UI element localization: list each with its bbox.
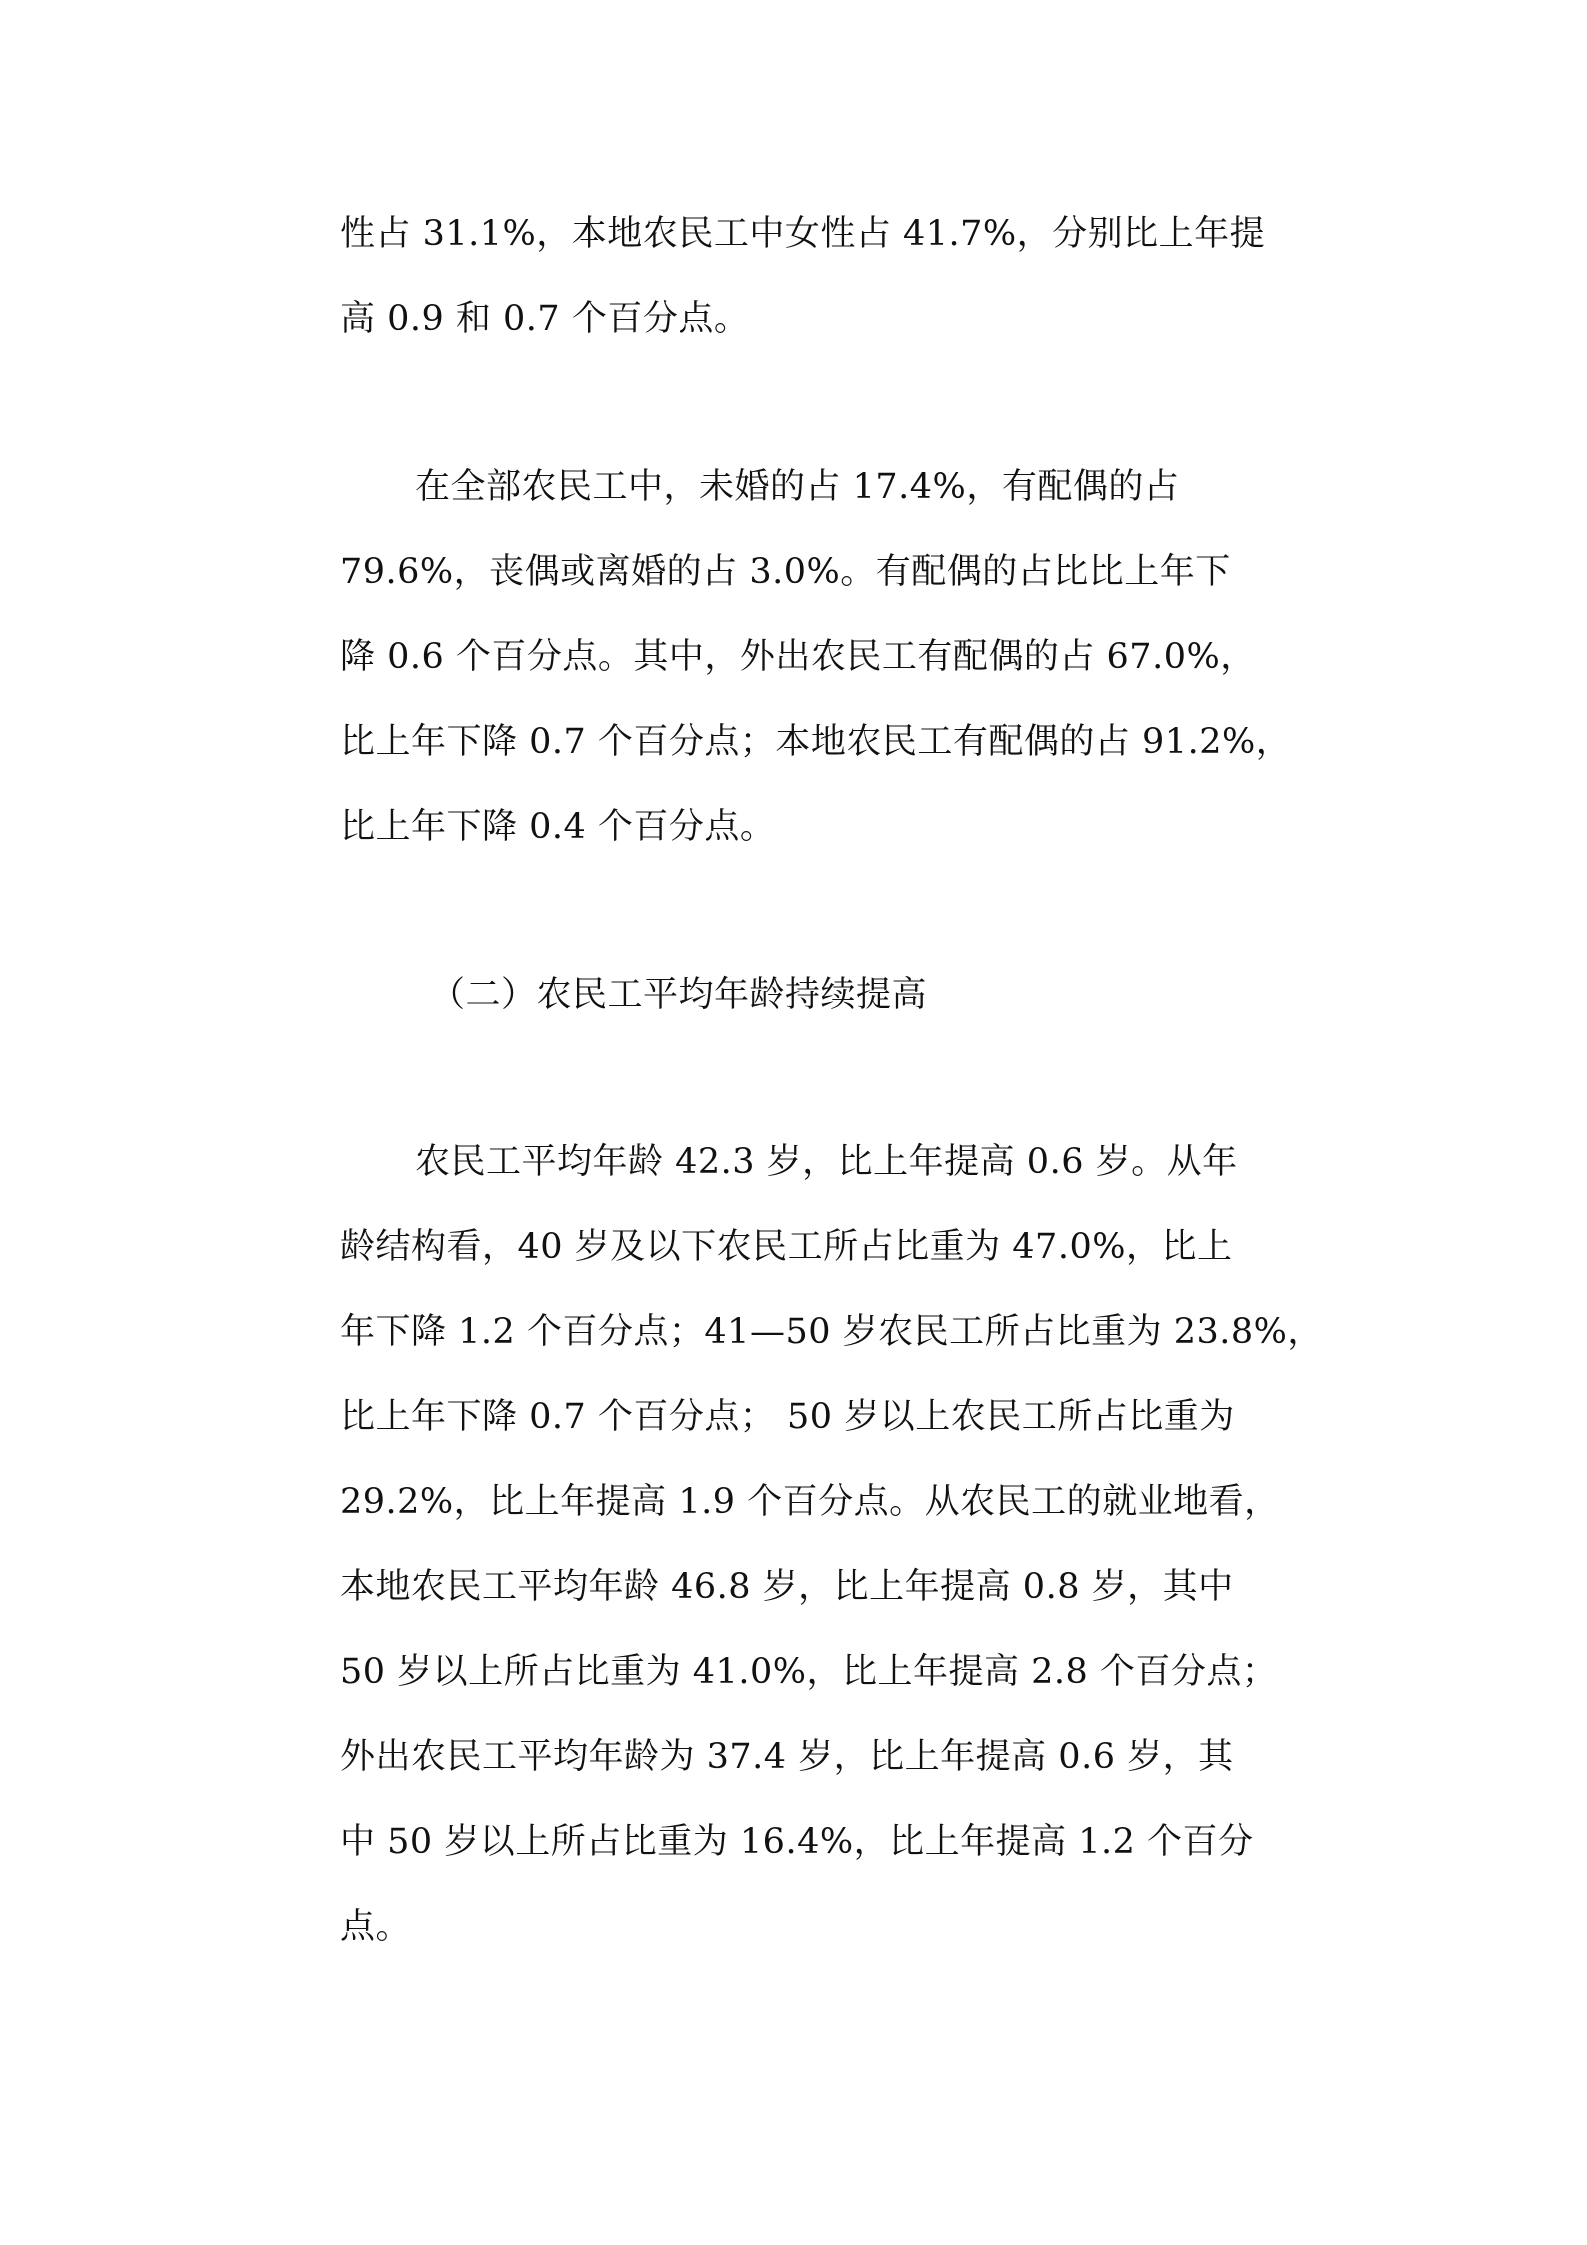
paragraph-3-line-7: 50 岁以上所占比重为 41.0%，比上年提高 2.8 个百分点； [340, 1652, 1278, 1692]
paragraph-3-line-3: 年下降 1.2 个百分点；41—50 岁农民工所占比重为 23.8%， [340, 1312, 1323, 1352]
paragraph-1-line-2: 高 0.9 和 0.7 个百分点。 [340, 299, 750, 339]
paragraph-3-line-2: 龄结构看，40 岁及以下农民工所占比重为 47.0%，比上 [340, 1227, 1233, 1267]
paragraph-2-line-1: 在全部农民工中，未婚的占 17.4%，有配偶的占 [415, 467, 1180, 507]
paragraph-2-line-4: 比上年下降 0.7 个百分点；本地农民工有配偶的占 91.2%， [340, 722, 1292, 762]
paragraph-2-line-3: 降 0.6 个百分点。其中，外出农民工有配偶的占 67.0%， [340, 637, 1256, 677]
paragraph-3-line-9: 中 50 岁以上所占比重为 16.4%，比上年提高 1.2 个百分 [340, 1822, 1254, 1862]
paragraph-3-line-6: 本地农民工平均年龄 46.8 岁，比上年提高 0.8 岁，其中 [340, 1567, 1234, 1607]
paragraph-2-line-5: 比上年下降 0.4 个百分点。 [340, 807, 776, 847]
paragraph-1-line-1: 性占 31.1%，本地农民工中女性占 41.7%，分别比上年提 [340, 214, 1266, 254]
paragraph-3-line-8: 外出农民工平均年龄为 37.4 岁，比上年提高 0.6 岁，其 [340, 1737, 1234, 1777]
section-heading: （二）农民工平均年龄持续提高 [430, 975, 928, 1015]
paragraph-3-line-5: 29.2%，比上年提高 1.9 个百分点。从农民工的就业地看， [340, 1482, 1280, 1522]
paragraph-2-line-2: 79.6%，丧偶或离婚的占 3.0%。有配偶的占比比上年下 [340, 552, 1231, 592]
paragraph-3-line-4: 比上年下降 0.7 个百分点； 50 岁以上农民工所占比重为 [340, 1397, 1235, 1437]
paragraph-3-line-1: 农民工平均年龄 42.3 岁，比上年提高 0.6 岁。从年 [415, 1142, 1238, 1182]
paragraph-3-line-10: 点。 [340, 1907, 412, 1947]
